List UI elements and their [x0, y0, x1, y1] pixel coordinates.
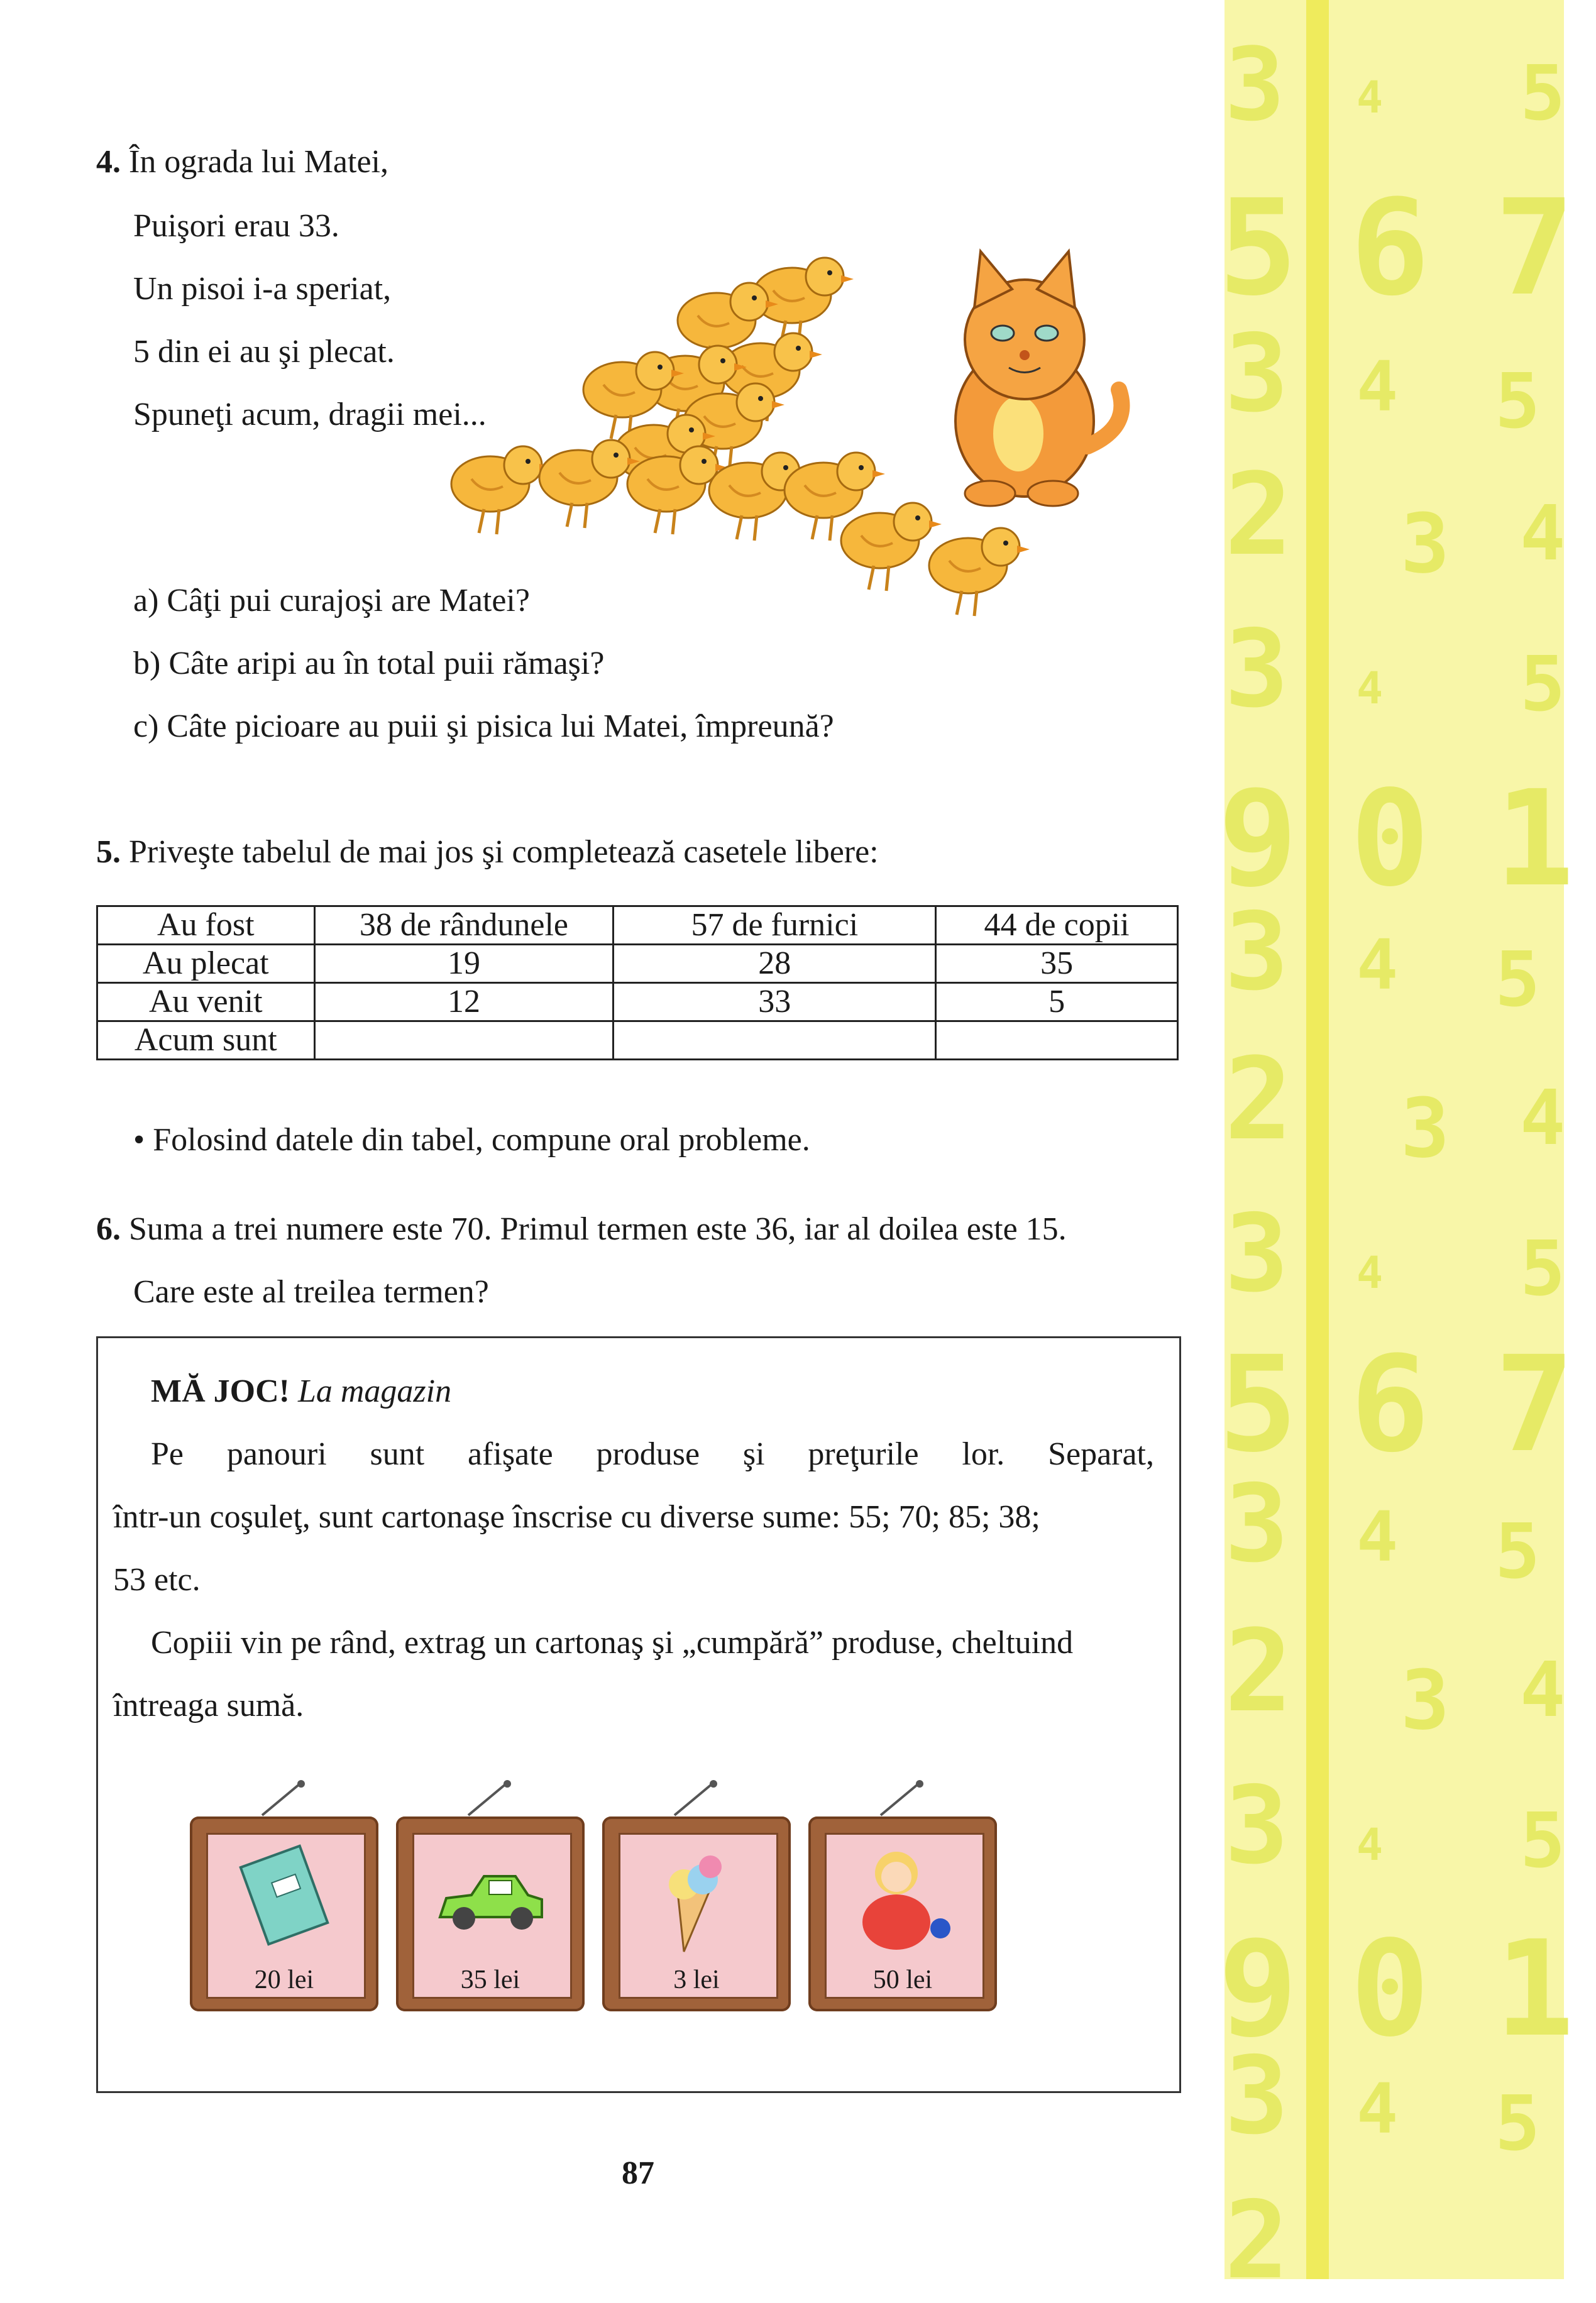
problem4-question-a: a) Câţi pui curajoşi are Matei?	[133, 583, 530, 618]
chick	[451, 446, 552, 534]
table-cell: 19	[314, 945, 614, 983]
shop-panel	[808, 1779, 997, 2021]
game-title: MĂ JOC! La magazin	[151, 1373, 452, 1409]
page-number: 87	[622, 2155, 654, 2191]
problem6-line-2: Care este al treilea termen?	[133, 1274, 489, 1310]
game-para2-line2: întreaga sumă.	[113, 1688, 304, 1723]
ice-cream-icon	[640, 1848, 753, 1955]
cat-icon	[955, 251, 1121, 506]
price-label: 3 lei	[673, 1965, 720, 1994]
price-label: 20 lei	[254, 1965, 314, 1994]
game-para1-line1: Pe panouri sunt afişate produse şi preţurile lor. Separat,	[151, 1436, 1154, 1472]
table-cell: 33	[614, 983, 936, 1021]
problem5-bullet: • Folosind datele din tabel, compune oral probleme.	[133, 1122, 810, 1158]
table-cell: Au plecat	[97, 945, 315, 983]
table-cell: 5	[936, 983, 1178, 1021]
problem-number: 4.	[96, 144, 121, 180]
data-table	[96, 905, 1179, 1060]
table-row	[97, 945, 1178, 983]
chicks-and-cat-illustration	[434, 214, 1113, 641]
table-cell: 35	[936, 945, 1178, 983]
problem6-line-1: 6. Suma a trei numere este 70. Primul termen este 36, iar al doilea este 15.	[96, 1211, 1067, 1247]
problem-number: 6.	[96, 1211, 121, 1247]
table-cell: 57 de furnici	[614, 906, 936, 945]
table-cell: 12	[314, 983, 614, 1021]
table-row	[97, 906, 1178, 945]
problem4-line-5: Spuneţi acum, dragii mei...	[133, 397, 487, 432]
car-icon	[434, 1848, 547, 1955]
chick	[539, 440, 640, 528]
decorative-number-strip: 3 4 5 5 6 7 3 4 5 2 3 4 3 4 5 9 0 1 3 4 5 2 3 4 3 4 5 5 6 7 3 4 5 2 3 4 3 4 5 9 0 1 3 4 5 2	[1225, 0, 1564, 2279]
notebook-icon	[228, 1848, 341, 1955]
table-cell: Au venit	[97, 983, 315, 1021]
table-cell-empty[interactable]	[314, 1021, 614, 1060]
shop-panel	[396, 1779, 585, 2021]
table-cell-empty[interactable]	[614, 1021, 936, 1060]
problem4-line-3: Un pisoi i-a speriat,	[133, 271, 392, 307]
table-cell: 28	[614, 945, 936, 983]
problem5-instruction: 5. Priveşte tabelul de mai jos şi completează casetele libere:	[96, 834, 879, 870]
table-cell: Acum sunt	[97, 1021, 315, 1060]
table-row	[97, 1021, 1178, 1060]
shop-panel	[602, 1779, 791, 2021]
table-cell-empty[interactable]	[936, 1021, 1178, 1060]
game-para2-line1: Copiii vin pe rând, extrag un cartonaş şi „cumpără” produse, cheltuind	[151, 1625, 1074, 1661]
problem4-line-4: 5 din ei au şi plecat.	[133, 334, 395, 370]
table-row	[97, 983, 1178, 1021]
table-cell: 44 de copii	[936, 906, 1178, 945]
strip-bar	[1306, 0, 1329, 2279]
problem-number: 5.	[96, 834, 121, 870]
table-cell: Au fost	[97, 906, 315, 945]
shop-panel	[190, 1779, 378, 2021]
game-para1-line2: într-un coşuleţ, sunt cartonaşe înscrise cu diverse sume: 55; 70; 85; 38;	[113, 1499, 1040, 1535]
problem4-line-1: 4. În ograda lui Matei,	[96, 144, 388, 180]
problem4-question-b: b) Câte aripi au în total puii rămaşi?	[133, 646, 605, 681]
game-para1-line3: 53 etc.	[113, 1562, 201, 1598]
doll-icon	[846, 1848, 959, 1955]
table-cell: 38 de rândunele	[314, 906, 614, 945]
chick	[929, 528, 1030, 616]
price-label: 35 lei	[460, 1965, 520, 1994]
problem4-line-2: Puişori erau 33.	[133, 208, 339, 244]
problem4-question-c: c) Câte picioare au puii şi pisica lui Matei, împreună?	[133, 708, 834, 744]
price-label: 50 lei	[872, 1965, 933, 1994]
chick	[841, 503, 942, 591]
